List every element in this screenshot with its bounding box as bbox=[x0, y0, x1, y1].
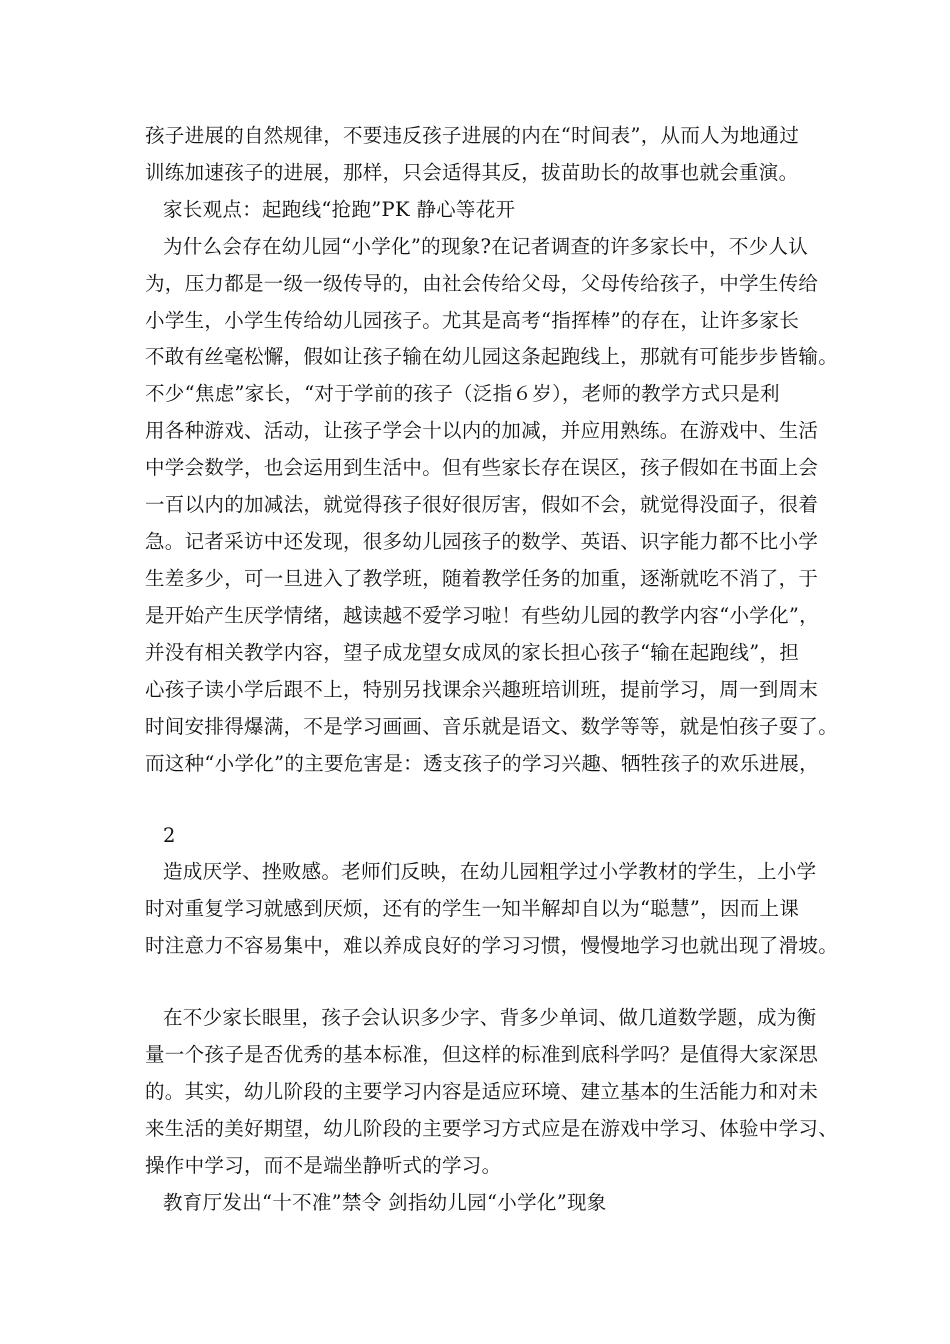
text-line: 一百以内的加减法，就觉得孩子很好很厉害，假如不会，就觉得没面子，很着 bbox=[145, 493, 819, 516]
text-line: 急。记者采访中还发现，很多幼儿园孩子的数学、英语、识字能力都不比小学 bbox=[145, 530, 819, 553]
text-line: 为什么会存在幼儿园“小学化”的现象?在记者调查的许多家长中，不少人认 bbox=[163, 235, 809, 258]
text-line: 生差多少，可一旦进入了教学班，随着教学任务的加重，逐渐就吃不消了，于 bbox=[145, 567, 819, 590]
text-line: 用各种游戏、活动，让孩子学会十以内的加减，并应用熟练。在游戏中、生活 bbox=[145, 419, 819, 442]
section-heading: 教育厅发出“十不准”禁令 剑指幼儿园“小学化”现象 bbox=[163, 1191, 607, 1214]
text-line: 心孩子读小学后跟不上，特别另找课余兴趣班培训班，提前学习，周一到周末 bbox=[145, 678, 819, 701]
text-line: 小学生，小学生传给幼儿园孩子。尤其是高考“指挥棒”的存在，让许多家长 bbox=[145, 309, 800, 332]
text-line: 量一个孩子是否优秀的基本标准，但这样的标准到底科学吗？是值得大家深思 bbox=[145, 1043, 819, 1066]
text-line: 时对重复学习就感到厌烦，还有的学生一知半解却自以为“聪慧”，因而上课 bbox=[145, 897, 800, 920]
page-number: 2 bbox=[163, 824, 176, 847]
text-line: 造成厌学、挫败感。老师们反映，在幼儿园粗学过小学教材的学生，上小学 bbox=[163, 860, 817, 883]
text-line: 不敢有丝毫松懈，假如让孩子输在幼儿园这条起跑线上，那就有可能步步皆输。 bbox=[145, 345, 839, 368]
text-line: 是开始产生厌学情绪，越读越不爱学习啦！有些幼儿园的教学内容“小学化”， bbox=[145, 604, 819, 627]
text-line: 来生活的美好期望，幼儿阶段的主要学习方式应是在游戏中学习、体验中学习、 bbox=[145, 1117, 839, 1140]
text-line: 在不少家长眼里，孩子会认识多少字、背多少单词、做几道数学题，成为衡 bbox=[163, 1006, 817, 1029]
text-line: 不少“焦虑”家长，“对于学前的孩子（泛指６岁），老师的教学方式只是利 bbox=[145, 382, 780, 405]
text-line: 而这种“小学化”的主要危害是：透支孩子的学习兴趣、牺牲孩子的欢乐进展， bbox=[145, 752, 819, 775]
text-line: 时注意力不容易集中，难以养成良好的学习习惯，慢慢地学习也就出现了滑坡。 bbox=[145, 934, 839, 957]
text-line: 中学会数学，也会运用到生活中。但有些家长存在误区，孩子假如在书面上会 bbox=[145, 456, 819, 479]
text-line: 并没有相关教学内容，望子成龙望女成凤的家长担心孩子“输在起跑线”，担 bbox=[145, 641, 800, 664]
text-line: 训练加速孩子的进展，那样，只会适得其反，拔苗助长的故事也就会重演。 bbox=[145, 161, 799, 184]
text-line: 的。其实，幼儿阶段的主要学习内容是适应环境、建立基本的生活能力和对未 bbox=[145, 1080, 819, 1103]
section-heading: 家长观点：起跑线“抢跑”PK 静心等花开 bbox=[163, 198, 516, 221]
text-line: 为，压力都是一级一级传导的，由社会传给父母，父母传给孩子，中学生传给 bbox=[145, 272, 819, 295]
text-line: 孩子进展的自然规律，不要违反孩子进展的内在“时间表”，从而人为地通过 bbox=[145, 124, 800, 147]
text-line: 操作中学习，而不是端坐静听式的学习。 bbox=[145, 1154, 502, 1177]
text-line: 时间安排得爆满，不是学习画画、音乐就是语文、数学等等，就是怕孩子耍了。 bbox=[145, 715, 839, 738]
